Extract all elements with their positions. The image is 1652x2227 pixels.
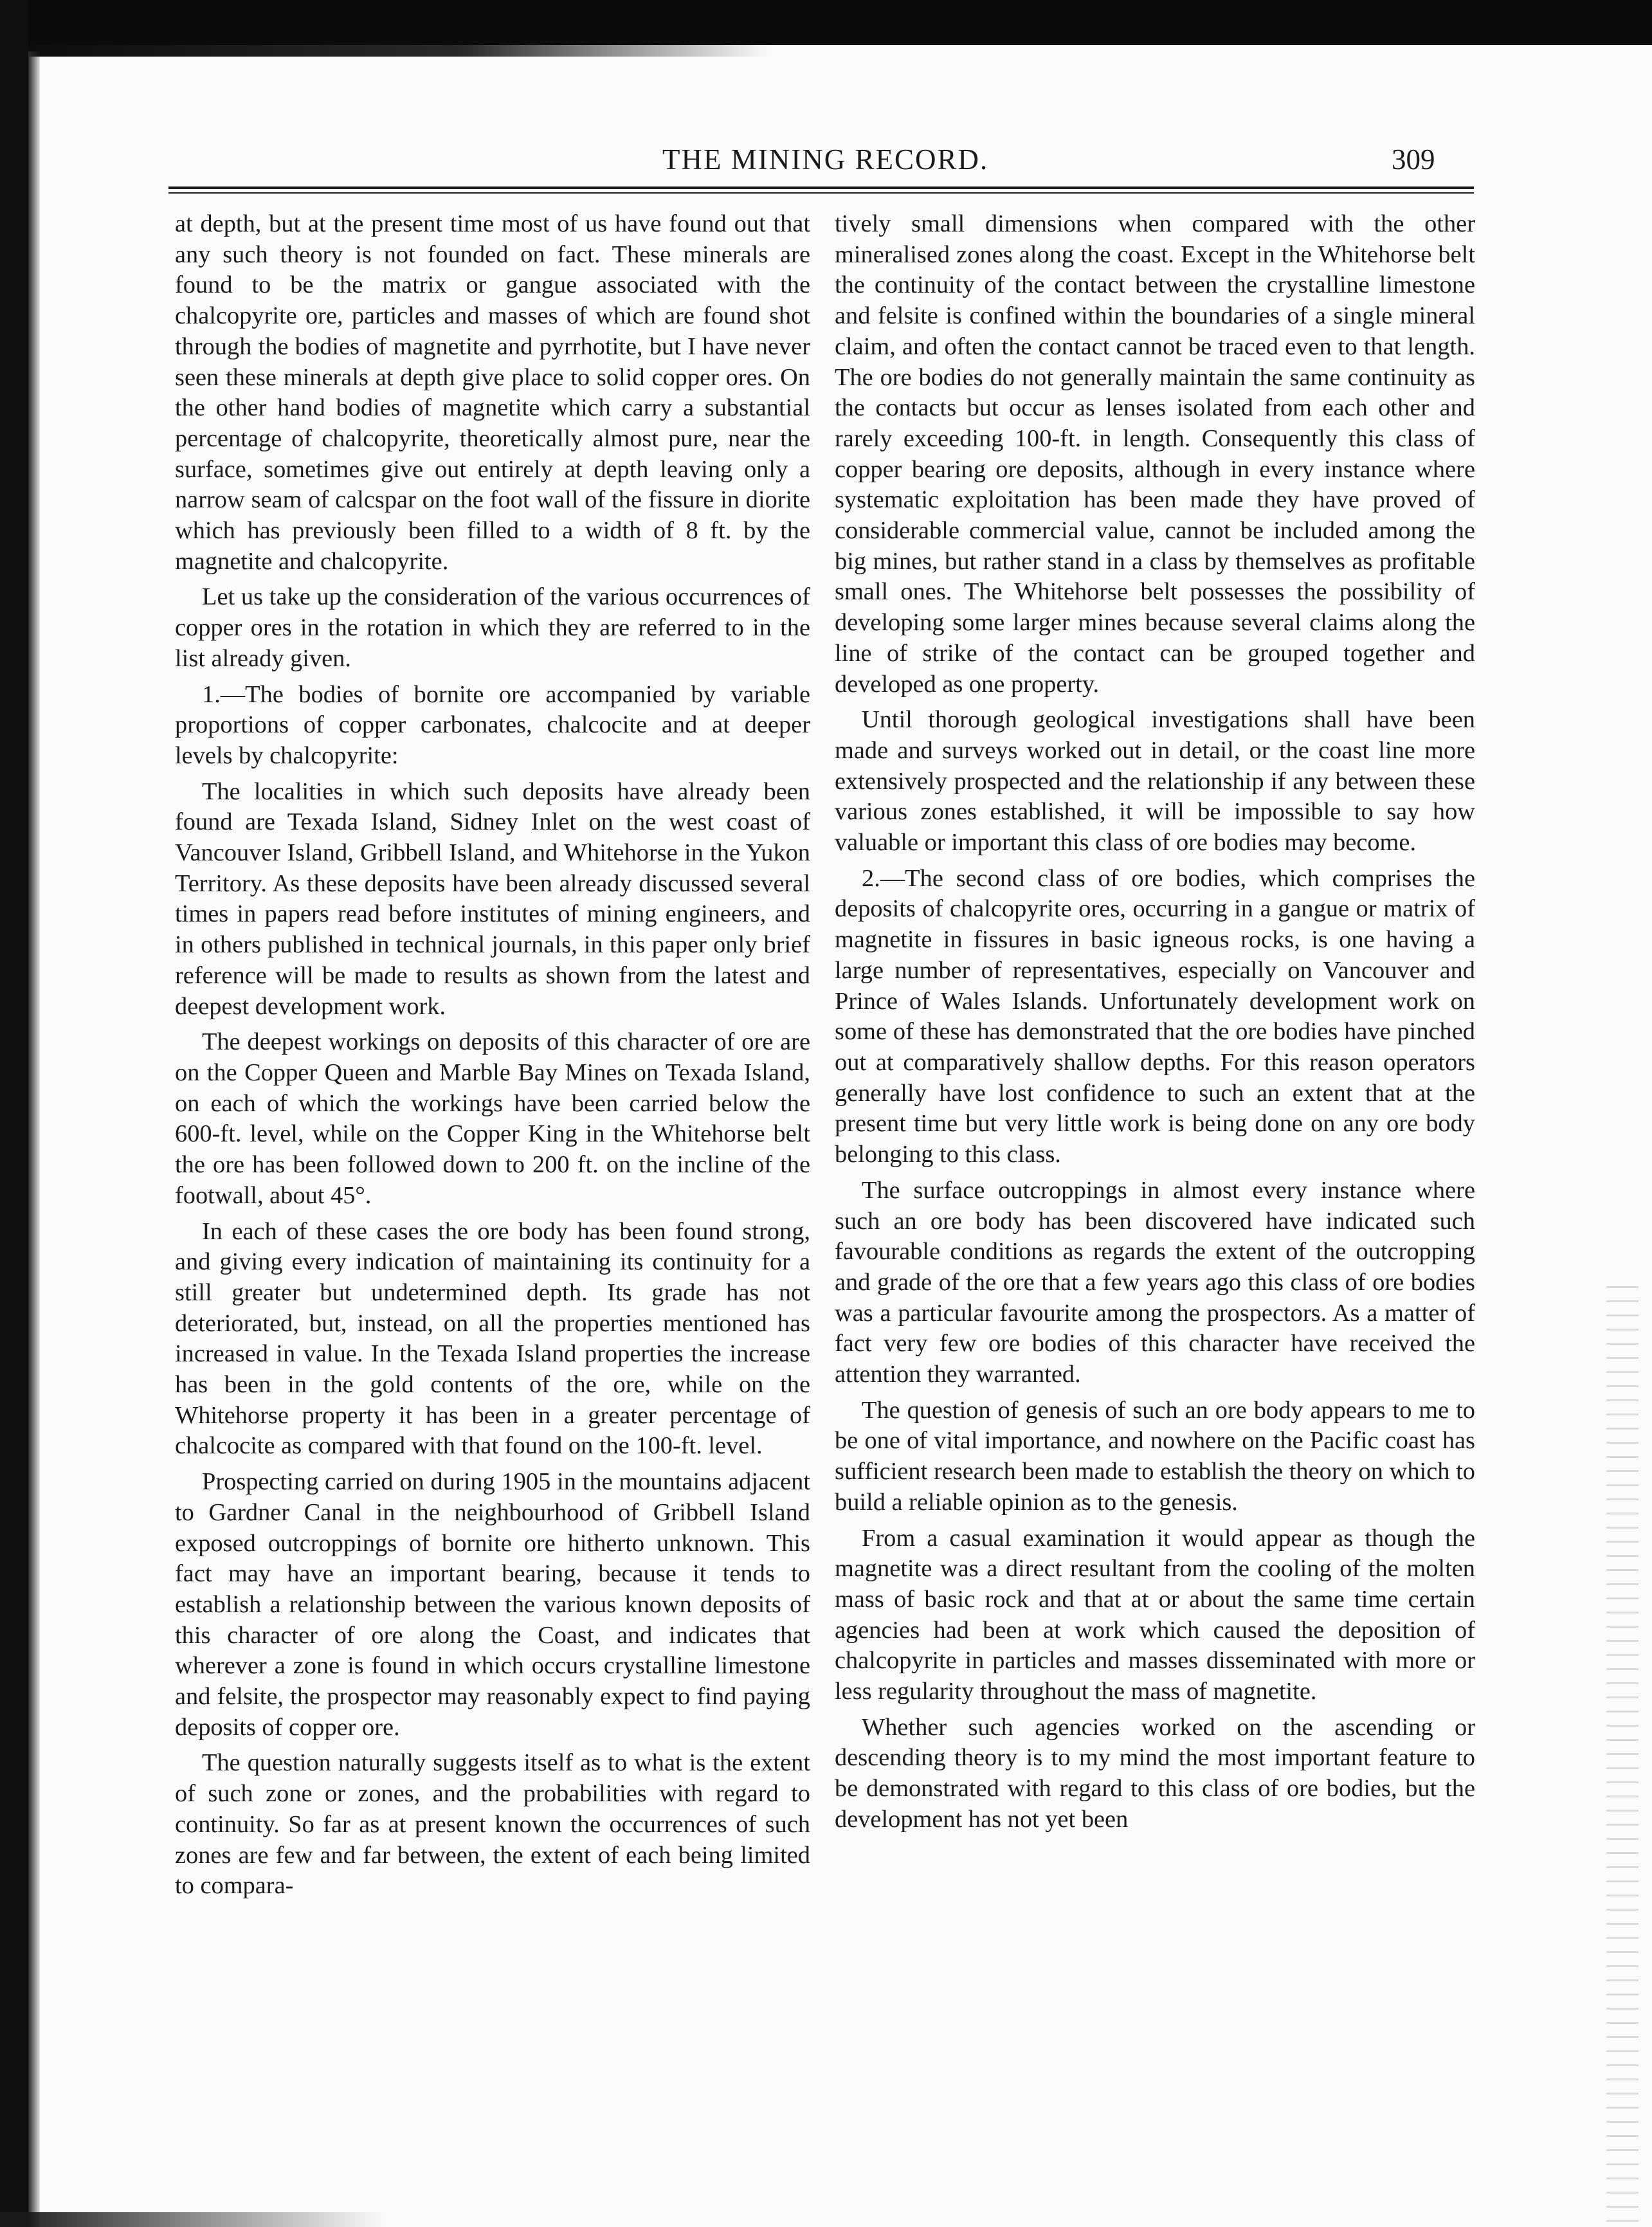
- scan-bottom-shadow: [0, 2212, 386, 2227]
- paragraph: The localities in which such deposits have already been found are Texada Island, Sidney Inlet on the west coast of Vancouver Island, Gribbell Island, and Whitehorse in the Yukon Territory. As these deposits have been already discussed several times in papers read before institutes of mining engineers, and in others published in technical journals, in this paper only brief reference will be made to results as shown from the latest and deepest development work.: [175, 777, 810, 1020]
- paragraph: The surface outcroppings in almost every instance where such an ore body has been discovered have indicated such favourable conditions as regards the extent of the outcropping and grade of the ore that a few years ago this class of ore bodies was a particular favourite among the prospectors. As a matter of fact very few ore bodies of this character have received the attention they warranted.: [835, 1176, 1475, 1388]
- page-number: 309: [1392, 143, 1435, 176]
- paragraph: The question of genesis of such an ore body appears to me to be one of vital importance, and nowhere on the Pacific coast has sufficient research been made to establish the theory on which to build a reliable opinion as to the genesis.: [835, 1396, 1475, 1516]
- header-rule-thick: [168, 186, 1474, 189]
- running-title: THE MINING RECORD.: [662, 143, 989, 176]
- scan-top-border-shadow: [0, 45, 772, 57]
- scan-top-border: [0, 0, 1652, 45]
- header-rule-thin: [168, 192, 1474, 194]
- paragraph: Whether such agencies worked on the ascending or descending theory is to my mind the most important feature to be demonstrated with regard to this class of ore bodies, but the development has not yet been: [835, 1713, 1475, 1833]
- paragraph: at depth, but at the present time most of us have found out that any such theory is not founded on fact. These minerals are found to be the matrix or gangue associated with the chalcopyrite ore, particles and masses of which are found shot through the bodies of magnetite and pyrrhotite, but I have never seen these minerals at depth give place to solid copper ores. On the other hand bodies of magnetite which carry a substantial percentage of chalcopyrite, theoretically almost pure, near the surface, sometimes give out entirely at depth leaving only a narrow seam of calcspar on the foot wall of the fissure in diorite which has previously been filled to a width of 8 ft. by the magnetite and chalcopyrite.: [175, 210, 810, 575]
- paragraph: Prospecting carried on during 1905 in the mountains adjacent to Gardner Canal in the neighbourhood of Gribbell Island exposed outcroppings of bornite ore hitherto unknown. This fact may have an important bearing, because it tends to establish a relationship between the various known deposits of this character of ore along the Coast, and indicates that wherever a zone is found in which occurs crystalline limestone and felsite, the prospector may reasonably expect to find paying deposits of copper ore.: [175, 1468, 810, 1741]
- scan-left-border-shadow: [28, 51, 40, 2227]
- text-column-left: [175, 209, 810, 2190]
- paragraph: tively small dimensions when compared with the other mineralised zones along the coast. Except in the Whitehorse belt the continuity of the contact between the crystalline limestone and felsite is confined within the boundaries of a single mineral claim, and often the contact cannot be traced even to that length. The ore bodies do not generally maintain the same continuity as the contacts but occur as lenses isolated from each other and rarely exceeding 100-ft. in length. Consequently this class of copper bearing ore deposits, although in every instance where systematic exploitation has been made they have proved of considerable commercial value, cannot be included among the big mines, but rather stand in a class by themselves as profitable small ones. The Whitehorse belt possesses the possibility of developing some larger mines because several claims along the line of strike of the contact can be grouped together and developed as one property.: [835, 210, 1475, 698]
- paragraph: 1.—The bodies of bornite ore accompanied by variable proportions of copper carbonates, chalcocite and at deeper levels by chalcopyrite:: [175, 680, 810, 769]
- paragraph: From a casual examination it would appear as though the magnetite was a direct resultant from the cooling of the molten mass of basic rock and that at or about the same time certain agencies had been at work which caused the deposition of chalcopyrite in particles and masses disseminated with more or less regularity throughout the mass of magnetite.: [835, 1524, 1475, 1705]
- paragraph: 2.—The second class of ore bodies, which comprises the deposits of chalcopyrite ores, occurring in a gangue or matrix of magnetite in fissures in basic igneous rocks, is one having a large number of representatives, especially on Vancouver and Prince of Wales Islands. Unfortunately development work on some of these has demonstrated that the ore bodies have pinched out at comparatively shallow depths. For this reason operators generally have lost confidence to such an extent that at the present time but very little work is being done on any ore body belonging to this class.: [835, 864, 1475, 1168]
- paragraph: The deepest workings on deposits of this character of ore are on the Copper Queen and Marble Bay Mines on Texada Island, on each of which the workings have been carried below the 600-ft. level, while on the Copper King in the Whitehorse belt the ore has been followed down to 200 ft. on the incline of the footwall, about 45°.: [175, 1028, 810, 1209]
- text-column-right: [835, 209, 1475, 2190]
- paragraph: Until thorough geological investigations shall have been made and surveys worked out in detail, or the coast line more extensively prospected and the relationship if any between these various zones established, it will be impossible to say how valuable or important this class of ore bodies may become.: [835, 706, 1475, 857]
- paragraph: Let us take up the consideration of the various occurrences of copper ores in the rotation in which they are referred to in the list already given.: [175, 583, 810, 672]
- scan-left-border: [0, 0, 28, 2227]
- paragraph: In each of these cases the ore body has been found strong, and giving every indication of maintaining its continuity for a still greater but undetermined depth. Its grade has not deteriorated, but, instead, on all the properties mentioned has increased in value. In the Texada Island properties the increase has been in the gold contents of the ore, while on the Whitehorse property it has been in a greater percentage of chalcocite as compared with that found on the 100-ft. level.: [175, 1217, 810, 1460]
- scan-right-edge-noise: [1606, 1286, 1638, 2227]
- paragraph: The question naturally suggests itself as to what is the extent of such zone or zones, and the probabilities with regard to continuity. So far as at present known the occurrences of such zones are few and far between, the extent of each being limited to compara-: [175, 1749, 810, 1900]
